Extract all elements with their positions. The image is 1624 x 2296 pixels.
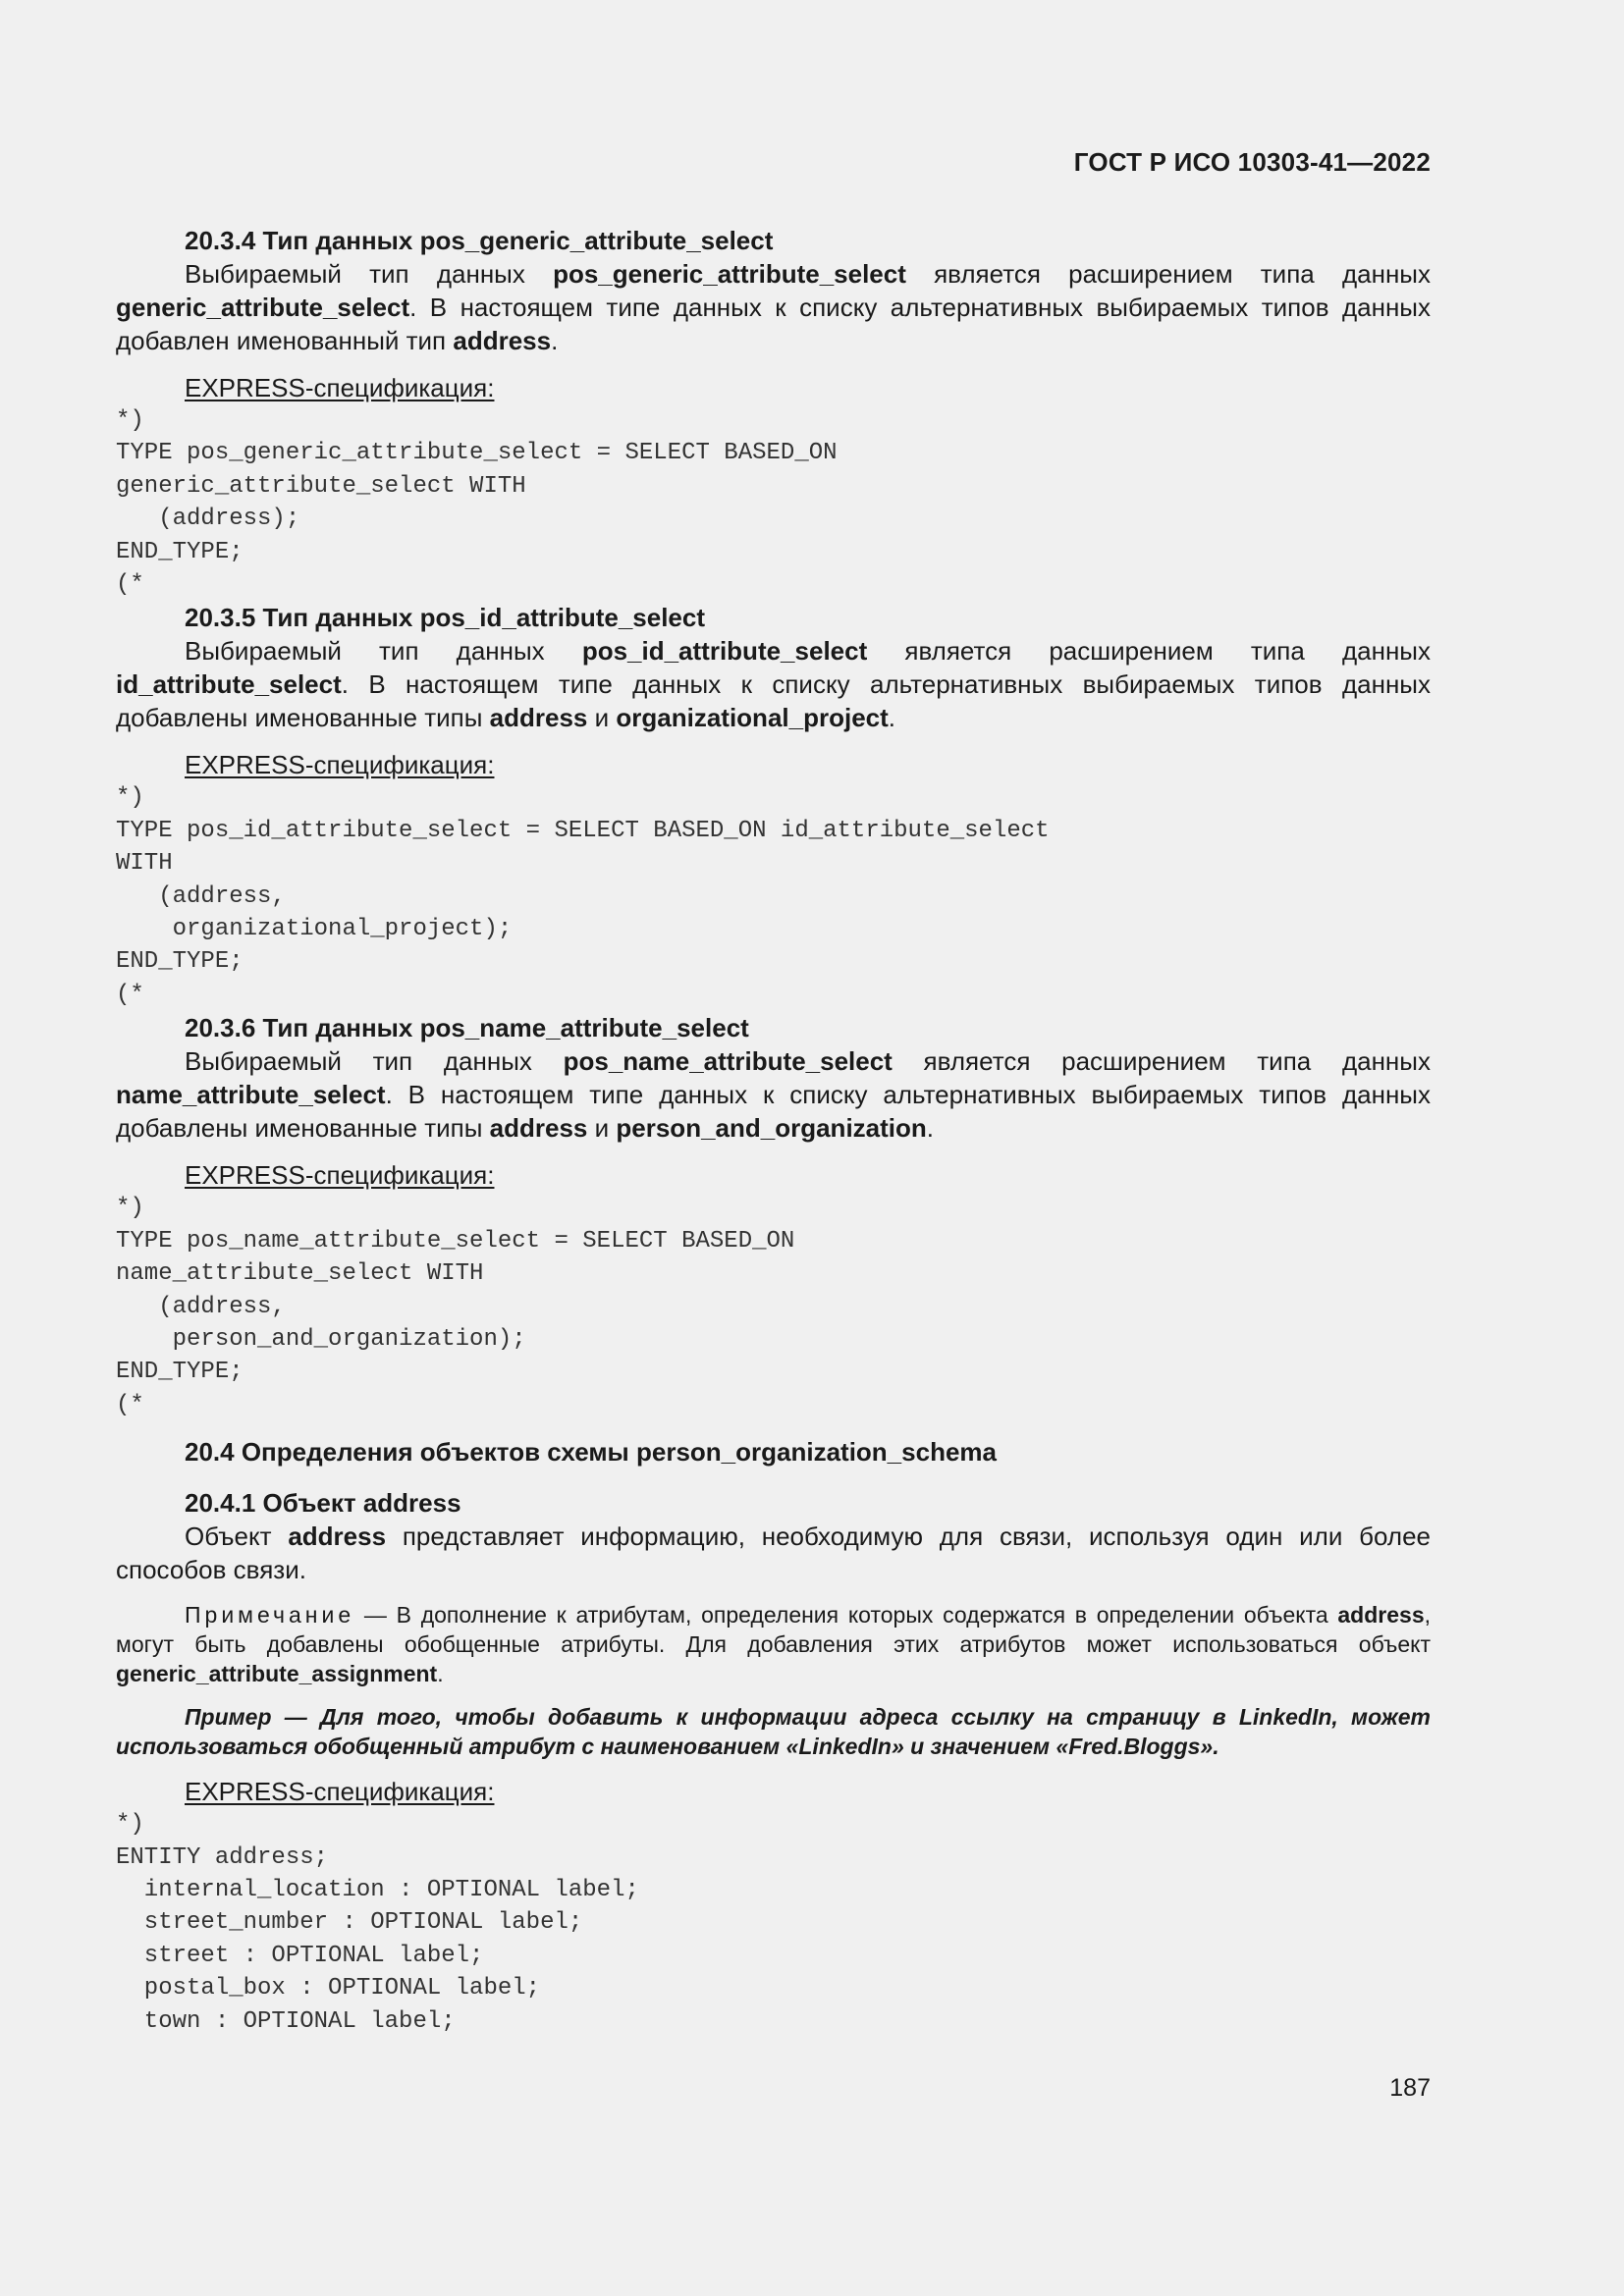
text-run: . В настоящем типе данных к списку альтернативных выбираемых типов данных добавлены именованные типы <box>116 669 1431 733</box>
type-name: organizational_project <box>616 703 889 733</box>
section-paragraph <box>116 1044 1431 1145</box>
section-heading-20-4-1: 20.4.1 Объект address <box>185 1488 461 1519</box>
section-paragraph <box>116 257 1431 357</box>
text-run: Объект <box>185 1522 289 1552</box>
section-paragraph <box>116 1520 1431 1586</box>
text-run: , могут быть добавлены обобщенные атрибуты. Для добавления этих атрибутов может использоваться объект <box>116 1602 1431 1658</box>
text-run: . <box>926 1113 935 1144</box>
text-run: является расширением типа данных <box>867 636 1431 667</box>
type-name: pos_generic_attribute_select <box>553 259 906 289</box>
entity-name: address <box>288 1522 387 1552</box>
type-name: address <box>489 1113 588 1144</box>
text-run: Выбираемый тип данных <box>185 636 582 667</box>
text-run: Выбираемый тип данных <box>185 1046 564 1077</box>
section-heading-20-4: 20.4 Определения объектов схемы person_organization_schema <box>185 1437 997 1468</box>
text-run: и <box>587 1113 617 1144</box>
text-run: . <box>551 326 559 355</box>
express-spec-label: EXPRESS-спецификация: <box>185 1777 495 1807</box>
type-name: id_attribute_select <box>116 669 342 700</box>
text-run: является расширением типа данных <box>905 259 1431 289</box>
text-run: . <box>888 703 896 733</box>
text-run: . В настоящем типе данных к списку альтернативных выбираемых типов данных добавлены именованные типы <box>116 1080 1431 1144</box>
section-heading-20-3-4: 20.3.4 Тип данных pos_generic_attribute_select <box>185 226 774 255</box>
type-name: generic_attribute_select <box>116 293 410 322</box>
text-run: Выбираемый тип данных <box>185 259 554 289</box>
express-spec-label: EXPRESS-спецификация: <box>185 750 495 780</box>
standard-header: ГОСТ Р ИСО 10303-41—2022 <box>1073 147 1431 177</box>
type-name: name_attribute_select <box>116 1080 386 1110</box>
text-run: и <box>587 703 617 733</box>
express-code-block: *) TYPE pos_id_attribute_select = SELECT BASED_ON id_attribute_select WITH (address, organizational_project); END_TYPE; (* <box>116 784 1050 1008</box>
note-paragraph <box>116 1600 1431 1688</box>
section-heading-20-3-6: 20.3.6 Тип данных pos_name_attribute_select <box>185 1013 749 1043</box>
note-label: Примечание <box>185 1602 355 1629</box>
section-paragraph <box>116 634 1431 734</box>
text-run: — В дополнение к атрибутам, определения которых содержатся в определении объекта <box>354 1602 1338 1629</box>
type-name: pos_name_attribute_select <box>563 1046 893 1077</box>
example-paragraph: Пример — Для того, чтобы добавить к информации адреса ссылку на страницу в LinkedIn, может использоваться обобщенный атрибут с наименованием «LinkedIn» и значением «Fred.Bloggs». <box>116 1704 1431 1760</box>
section-heading-20-3-5: 20.3.5 Тип данных pos_id_attribute_select <box>185 603 706 633</box>
express-code-block: *) TYPE pos_generic_attribute_select = SELECT BASED_ON generic_attribute_select WITH (address); END_TYPE; (* <box>116 407 838 599</box>
page-content <box>116 224 1431 2038</box>
express-spec-label: EXPRESS-спецификация: <box>185 373 495 402</box>
type-name: address <box>489 703 588 733</box>
text-run: представляет информацию, необходимую для связи, используя один или более способов связи. <box>116 1522 1432 1585</box>
express-code-block: *) ENTITY address; internal_location : OPTIONAL label; street_number : OPTIONAL label; street : OPTIONAL label; postal_box : OPTIONAL label; town : OPTIONAL label; <box>116 1811 639 2035</box>
type-name: person_and_organization <box>616 1113 927 1144</box>
page-number: 187 <box>1389 2074 1431 2102</box>
text-run: . <box>437 1661 444 1687</box>
type-name: address <box>453 326 552 355</box>
entity-name: address <box>1337 1602 1425 1629</box>
text-run: является расширением типа данных <box>892 1046 1431 1077</box>
express-spec-label: EXPRESS-спецификация: <box>185 1160 495 1191</box>
text-run: . В настоящем типе данных к списку альтернативных выбираемых типов данных добавлен именованный тип <box>116 293 1431 355</box>
entity-name: generic_attribute_assignment <box>116 1661 438 1687</box>
express-code-block: *) TYPE pos_name_attribute_select = SELECT BASED_ON name_attribute_select WITH (address, person_and_organization); END_TYPE; (* <box>116 1195 795 1418</box>
type-name: pos_id_attribute_select <box>581 636 868 667</box>
